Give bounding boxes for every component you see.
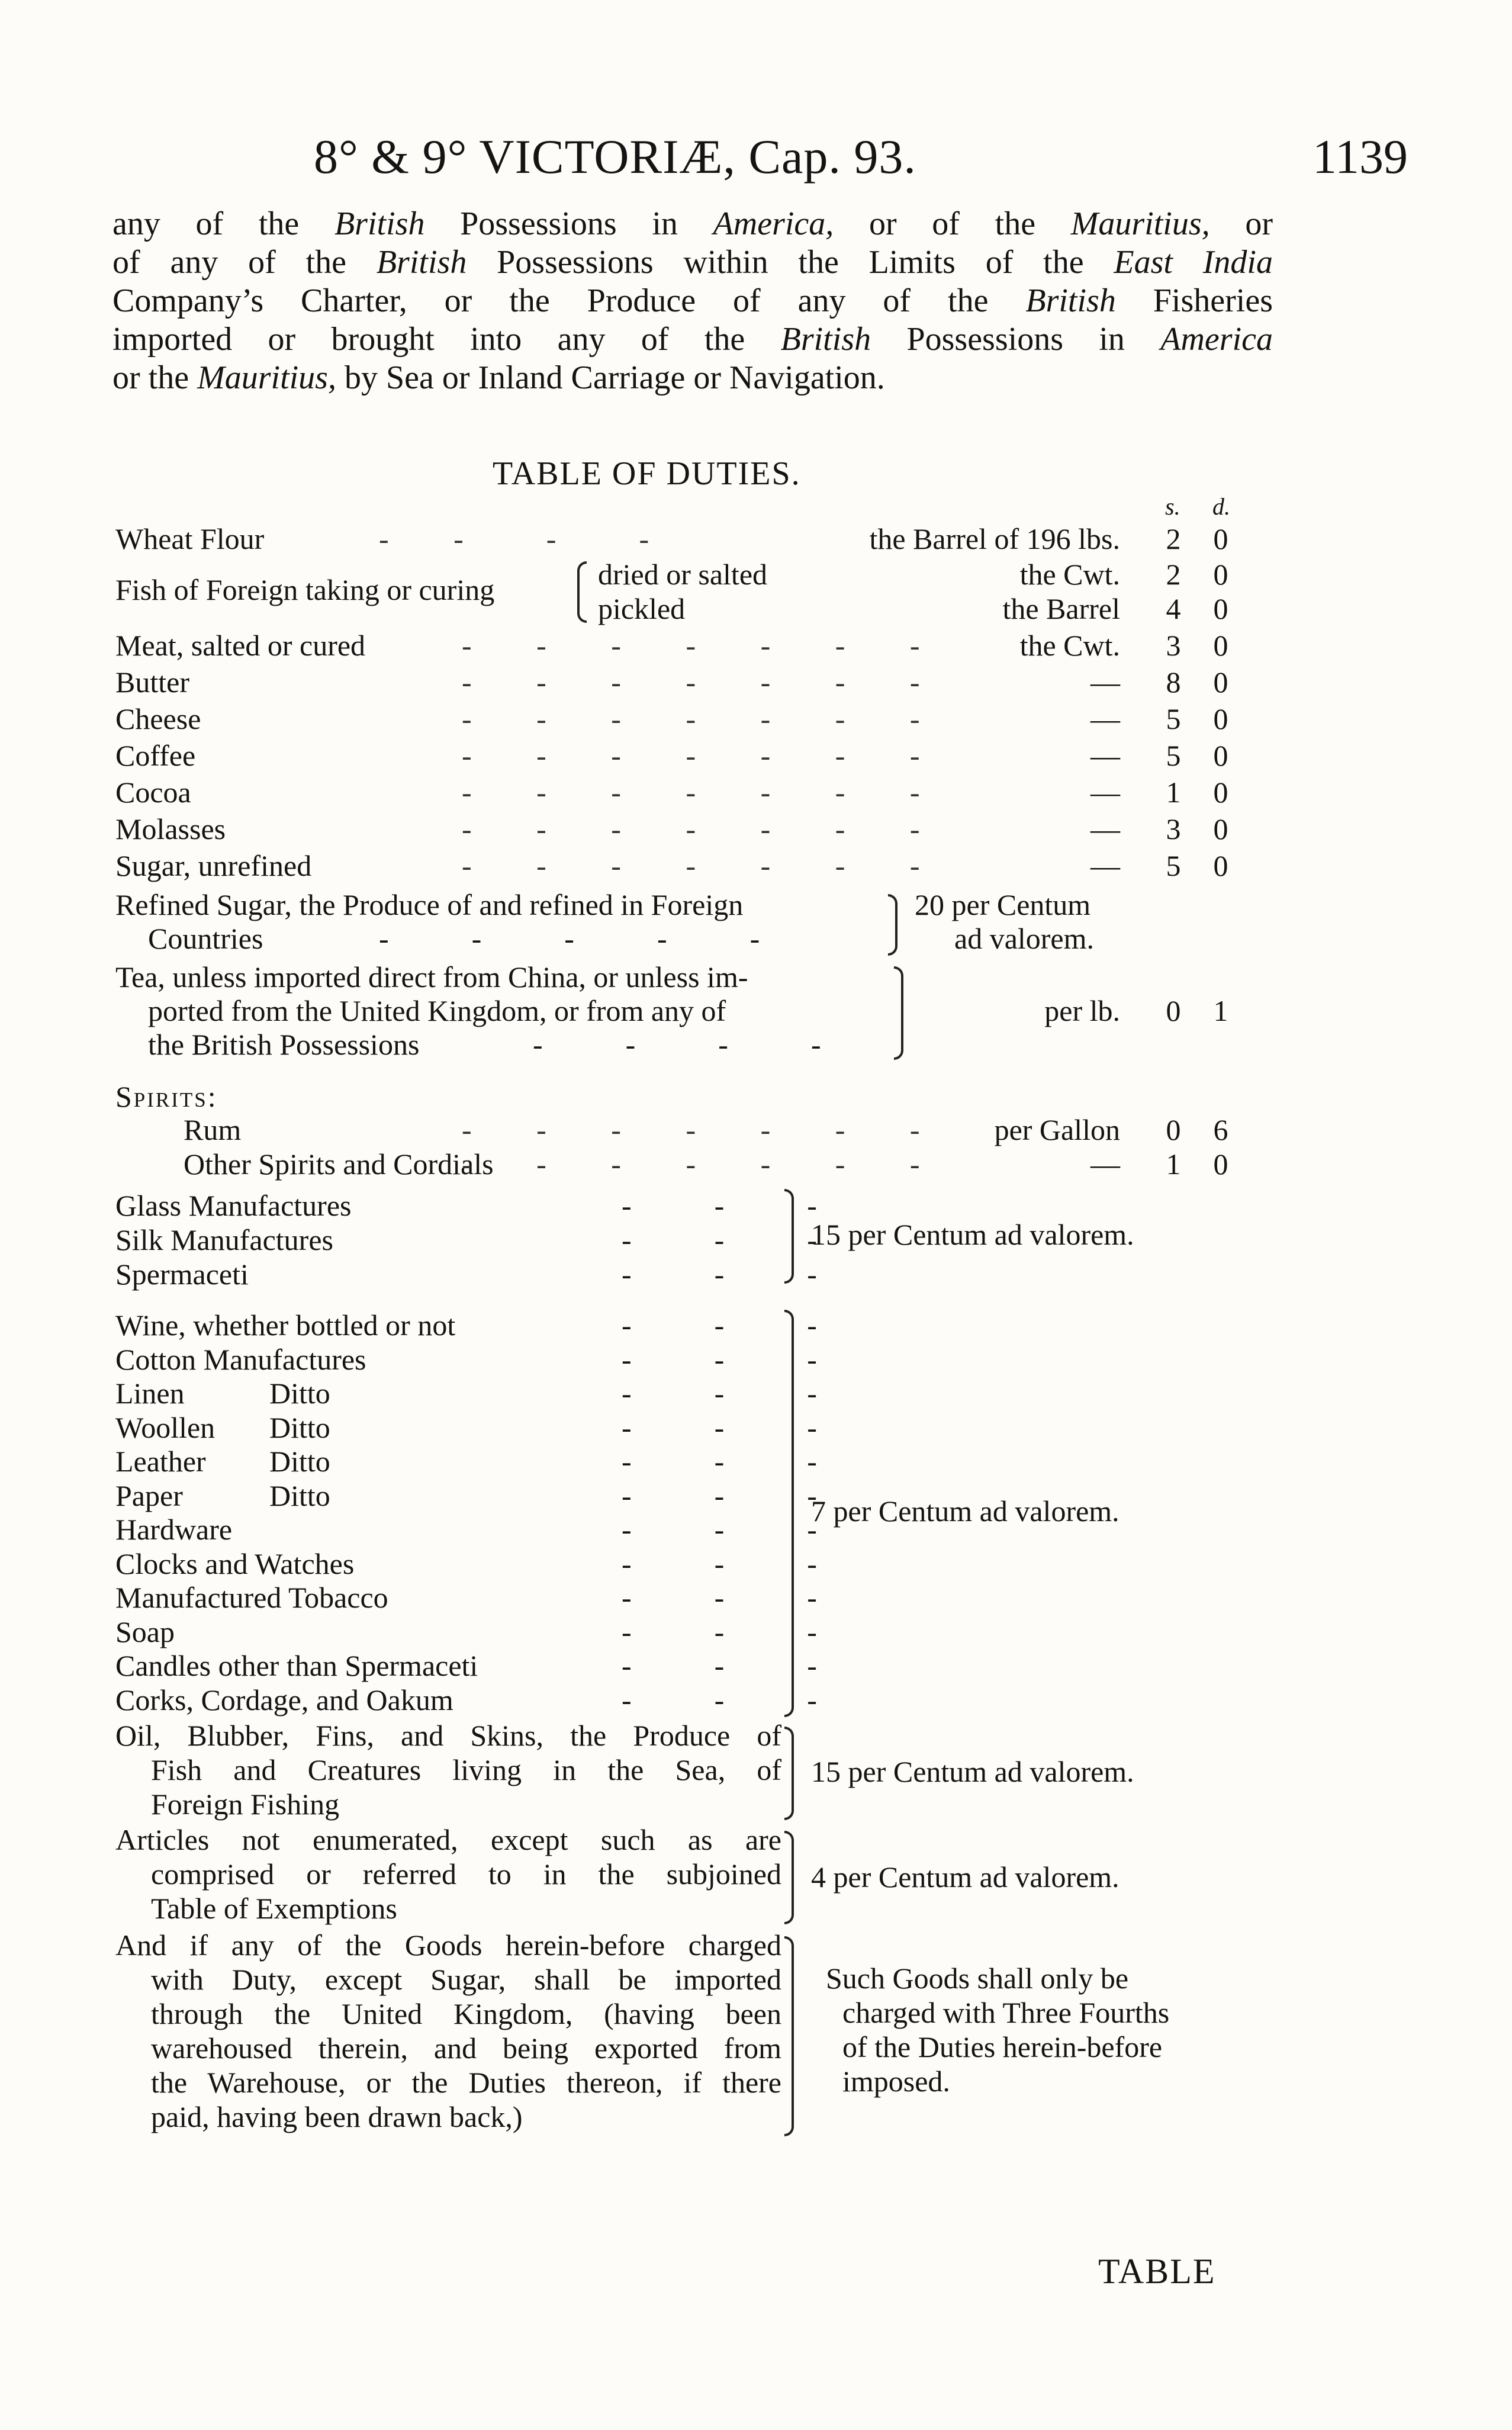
articles-not-enumerated-item bbox=[115, 1822, 781, 1926]
goods-provision-note bbox=[826, 1961, 1169, 2098]
note-line: imposed. bbox=[842, 2065, 950, 2098]
block-line: Articles not enumerated, except such as are bbox=[115, 1823, 781, 1856]
row-item: Molasses bbox=[115, 812, 226, 846]
row-item: Coffee bbox=[115, 739, 196, 772]
table-row bbox=[0, 557, 1512, 592]
intro-line bbox=[112, 320, 1273, 359]
goods-brace bbox=[784, 1936, 794, 2136]
leader-dashes: - - - - - bbox=[379, 922, 771, 955]
leader-dashes: - - - bbox=[622, 1342, 828, 1376]
group-7-item: Candles other than Spermaceti bbox=[115, 1649, 478, 1682]
row-pence: 0 bbox=[1213, 1148, 1228, 1181]
group-7-item: Wine, whether bottled or not bbox=[115, 1309, 456, 1342]
row-shillings: 2 bbox=[1166, 558, 1181, 591]
goods-provision-item bbox=[115, 1928, 781, 2134]
intro-italic-text: British bbox=[334, 205, 425, 242]
block-line: Table of Exemptions bbox=[151, 1892, 397, 1925]
leader-dashes: - - - - bbox=[533, 1028, 832, 1061]
group-7-item: Leather bbox=[115, 1445, 206, 1478]
intro-text: any of the bbox=[112, 205, 334, 242]
group-15-item: Spermaceti bbox=[115, 1258, 249, 1291]
tea-line1: Tea, unless imported direct from China, or unless im- bbox=[115, 960, 748, 994]
group-15-brace bbox=[784, 1189, 794, 1284]
row-unit: — bbox=[1090, 776, 1120, 809]
group-15-item: Silk Manufactures bbox=[115, 1223, 333, 1256]
group-7-brace bbox=[784, 1310, 794, 1717]
row-item: Other Spirits and Cordials bbox=[184, 1148, 494, 1181]
block-line: the Warehouse, or the Duties thereon, if there bbox=[151, 2066, 781, 2099]
row-item: Wheat Flour bbox=[115, 522, 265, 555]
row-pence: 0 bbox=[1213, 776, 1228, 809]
intro-italic-text: America, bbox=[713, 205, 834, 242]
leader-dashes: - - - bbox=[622, 1410, 828, 1444]
intro-text: or the bbox=[112, 359, 198, 396]
group-7-rate: 7 per Centum ad valorem. bbox=[811, 1494, 1119, 1528]
row-unit: — bbox=[1090, 1148, 1120, 1181]
row-pence: 0 bbox=[1213, 558, 1228, 591]
intro-italic-text: British bbox=[376, 244, 467, 281]
table-row bbox=[0, 774, 1512, 810]
intro-italic-text: Mauritius, bbox=[197, 359, 336, 396]
intro-line bbox=[112, 205, 1273, 243]
intro-text: or of the bbox=[834, 205, 1071, 242]
intro-text: Possessions in bbox=[871, 321, 1161, 358]
row-shillings: 1 bbox=[1166, 1148, 1181, 1181]
column-header-pence: d. bbox=[1212, 493, 1230, 520]
row-pence: 0 bbox=[1213, 522, 1228, 555]
leader-dashes: - - - - - - - bbox=[462, 666, 931, 699]
leader-dashes: - - - bbox=[622, 1445, 828, 1478]
row-item: Butter bbox=[115, 666, 189, 699]
row-shillings: 3 bbox=[1166, 629, 1181, 662]
table-row bbox=[0, 591, 1512, 626]
oil-rate: 15 per Centum ad valorem. bbox=[811, 1755, 1134, 1788]
row-unit: per Gallon bbox=[994, 1113, 1120, 1146]
row-item: Sugar, unrefined bbox=[115, 849, 312, 882]
intro-italic-text: British bbox=[780, 321, 871, 358]
articles-rate: 4 per Centum ad valorem. bbox=[811, 1860, 1119, 1894]
refined-sugar-rate2: ad valorem. bbox=[954, 922, 1095, 955]
leader-dashes: - - - bbox=[622, 1189, 828, 1222]
leader-dashes: - - - bbox=[622, 1258, 828, 1291]
leader-dashes: - - - bbox=[622, 1547, 828, 1580]
table-row bbox=[0, 664, 1512, 700]
group-7-item: Cotton Manufactures bbox=[115, 1342, 366, 1376]
fish-option-pickled: pickled bbox=[598, 592, 686, 625]
intro-line bbox=[112, 359, 1273, 397]
catchword: TABLE bbox=[1098, 2252, 1216, 2291]
leader-dashes: - - - - - - - bbox=[462, 849, 931, 882]
group-7-ditto: Ditto bbox=[269, 1478, 330, 1512]
block-line: through the United Kingdom, (having been bbox=[151, 1997, 781, 2030]
row-unit: — bbox=[1090, 849, 1120, 882]
intro-text: of any of the bbox=[112, 244, 377, 281]
row-shillings: 3 bbox=[1166, 812, 1181, 846]
row-item: Cocoa bbox=[115, 776, 191, 809]
intro-text: by Sea or Inland Carriage or Navigation. bbox=[336, 359, 885, 396]
group-7-item: Hardware bbox=[115, 1513, 233, 1546]
table-row bbox=[0, 811, 1512, 847]
leader-dashes: - - - bbox=[622, 1478, 828, 1512]
table-row bbox=[0, 628, 1512, 663]
block-line: Oil, Blubber, Fins, and Skins, the Produce of bbox=[115, 1719, 781, 1752]
row-unit: the Barrel of 196 lbs. bbox=[869, 522, 1120, 555]
intro-text: Fisheries bbox=[1115, 282, 1273, 319]
row-shillings: 0 bbox=[1166, 1113, 1181, 1146]
group-7-item: Clocks and Watches bbox=[115, 1547, 355, 1580]
row-shillings: 5 bbox=[1166, 739, 1181, 772]
intro-text: or bbox=[1209, 205, 1273, 242]
row-shillings: 1 bbox=[1166, 776, 1181, 809]
note-line: Such Goods shall only be bbox=[826, 1962, 1129, 1995]
table-title: TABLE OF DUTIES. bbox=[493, 455, 801, 492]
row-item: Meat, salted or cured bbox=[115, 629, 366, 662]
row-unit: — bbox=[1090, 739, 1120, 772]
leader-dashes: - - - - - - - bbox=[462, 812, 931, 846]
row-shillings: 5 bbox=[1166, 849, 1181, 882]
group-7-item: Woollen bbox=[115, 1410, 215, 1444]
row-pence: 0 bbox=[1213, 629, 1228, 662]
tea-line3: the British Possessions bbox=[148, 1028, 420, 1061]
tea-line2: ported from the United Kingdom, or from any of bbox=[148, 994, 726, 1027]
note-line: of the Duties herein-before bbox=[842, 2030, 1163, 2063]
group-7-item: Corks, Cordage, and Oakum bbox=[115, 1683, 453, 1717]
table-row bbox=[0, 993, 1512, 1028]
leader-dashes: - - - bbox=[622, 1683, 828, 1717]
row-pence: 0 bbox=[1213, 592, 1228, 625]
table-row bbox=[0, 848, 1512, 883]
oil-blubber-item bbox=[115, 1718, 781, 1821]
table-row bbox=[0, 1112, 1512, 1148]
row-shillings: 8 bbox=[1166, 666, 1181, 699]
row-unit: the Cwt. bbox=[1019, 558, 1120, 591]
group-7-ditto: Ditto bbox=[269, 1445, 330, 1478]
intro-italic-text: America bbox=[1160, 321, 1273, 358]
row-unit: the Barrel bbox=[1002, 592, 1120, 625]
group-7-item: Manufactured Tobacco bbox=[115, 1581, 388, 1614]
row-shillings: 2 bbox=[1166, 522, 1181, 555]
group-7-item: Paper bbox=[115, 1478, 183, 1512]
table-row bbox=[0, 738, 1512, 773]
block-line: with Duty, except Sugar, shall be imported bbox=[151, 1963, 781, 1996]
intro-italic-text: British bbox=[1025, 282, 1116, 319]
leader-dashes: - - - bbox=[622, 1377, 828, 1410]
leader-dashes: - - - - - - - bbox=[462, 1113, 931, 1146]
row-item: Cheese bbox=[115, 702, 201, 735]
refined-sugar-line2: Countries bbox=[148, 922, 263, 955]
row-pence: 0 bbox=[1213, 849, 1228, 882]
row-pence: 0 bbox=[1213, 812, 1228, 846]
fish-option-dried: dried or salted bbox=[598, 558, 768, 591]
page-number: 1139 bbox=[1312, 130, 1408, 184]
intro-text: Company’s Charter, or the Produce of any of the bbox=[112, 282, 1026, 319]
intro-text: Possessions in bbox=[424, 205, 713, 242]
row-pence: 1 bbox=[1213, 994, 1228, 1027]
block-line: Fish and Creatures living in the Sea, of bbox=[151, 1753, 781, 1786]
row-pence: 0 bbox=[1213, 739, 1228, 772]
row-unit: the Cwt. bbox=[1019, 629, 1120, 662]
block-line: And if any of the Goods herein-before charged bbox=[115, 1928, 781, 1962]
table-row bbox=[0, 701, 1512, 737]
row-shillings: 0 bbox=[1166, 994, 1181, 1027]
table-row bbox=[0, 1146, 1512, 1182]
row-pence: 0 bbox=[1213, 666, 1228, 699]
leader-dashes: - - - bbox=[622, 1581, 828, 1614]
group-15-rate: 15 per Centum ad valorem. bbox=[811, 1218, 1134, 1251]
refined-sugar-line1: Refined Sugar, the Produce of and refined in Foreign bbox=[115, 888, 744, 921]
intro-line bbox=[112, 243, 1273, 282]
group-7-ditto: Ditto bbox=[269, 1410, 330, 1444]
row-pence: 0 bbox=[1213, 702, 1228, 735]
running-header: 8° & 9° VICTORIÆ, Cap. 93. bbox=[314, 130, 916, 184]
row-pence: 6 bbox=[1213, 1113, 1228, 1146]
leader-dashes: - - - - - - - bbox=[462, 629, 931, 662]
row-shillings: 5 bbox=[1166, 702, 1181, 735]
block-line: Foreign Fishing bbox=[151, 1788, 340, 1821]
intro-paragraph bbox=[112, 205, 1273, 397]
refined-sugar-rate1: 20 per Centum bbox=[915, 888, 1091, 921]
group-7-item: Linen bbox=[115, 1377, 185, 1410]
leader-dashes: - - - bbox=[622, 1223, 828, 1256]
row-shillings: 4 bbox=[1166, 592, 1181, 625]
leader-dashes: - - - bbox=[622, 1309, 828, 1342]
articles-brace bbox=[784, 1831, 794, 1924]
leader-dashes: - - - - - - - bbox=[462, 776, 931, 809]
row-unit: — bbox=[1090, 666, 1120, 699]
block-line: comprised or referred to in the subjoined bbox=[151, 1857, 781, 1891]
intro-italic-text: Mauritius, bbox=[1070, 205, 1210, 242]
leader-dashes: - - - bbox=[622, 1615, 828, 1648]
row-unit: — bbox=[1090, 812, 1120, 846]
table-row bbox=[0, 521, 1512, 557]
column-header-shillings: s. bbox=[1165, 493, 1180, 520]
leader-dashes: - - - - - - - bbox=[462, 702, 931, 735]
leader-dashes: - - - bbox=[622, 1513, 828, 1546]
block-line: warehoused therein, and being exported from bbox=[151, 2032, 781, 2065]
intro-text: Possessions within the Limits of the bbox=[467, 244, 1114, 281]
row-unit: per lb. bbox=[1044, 994, 1120, 1027]
block-line: paid, having been drawn back,) bbox=[151, 2100, 523, 2133]
group-7-ditto: Ditto bbox=[269, 1377, 330, 1410]
fish-item: Fish of Foreign taking or curing bbox=[115, 573, 495, 606]
leader-dashes: - - - - - - - bbox=[462, 1148, 931, 1181]
group-7-item: Soap bbox=[115, 1615, 175, 1648]
leader-dashes: - - - - - - - bbox=[462, 739, 931, 772]
leader-dashes: - - - - bbox=[379, 522, 660, 555]
row-item: Rum bbox=[184, 1113, 242, 1146]
row-unit: — bbox=[1090, 702, 1120, 735]
leader-dashes: - - - bbox=[622, 1649, 828, 1682]
refined-sugar-brace bbox=[888, 894, 897, 956]
group-15-item: Glass Manufactures bbox=[115, 1189, 352, 1222]
oil-brace bbox=[784, 1727, 794, 1820]
spirits-heading: Spirits: bbox=[115, 1080, 218, 1113]
intro-line bbox=[112, 282, 1273, 320]
note-line: charged with Three Fourths bbox=[842, 1996, 1170, 2029]
intro-italic-text: East India bbox=[1114, 244, 1273, 281]
intro-text: imported or brought into any of the bbox=[112, 321, 781, 358]
